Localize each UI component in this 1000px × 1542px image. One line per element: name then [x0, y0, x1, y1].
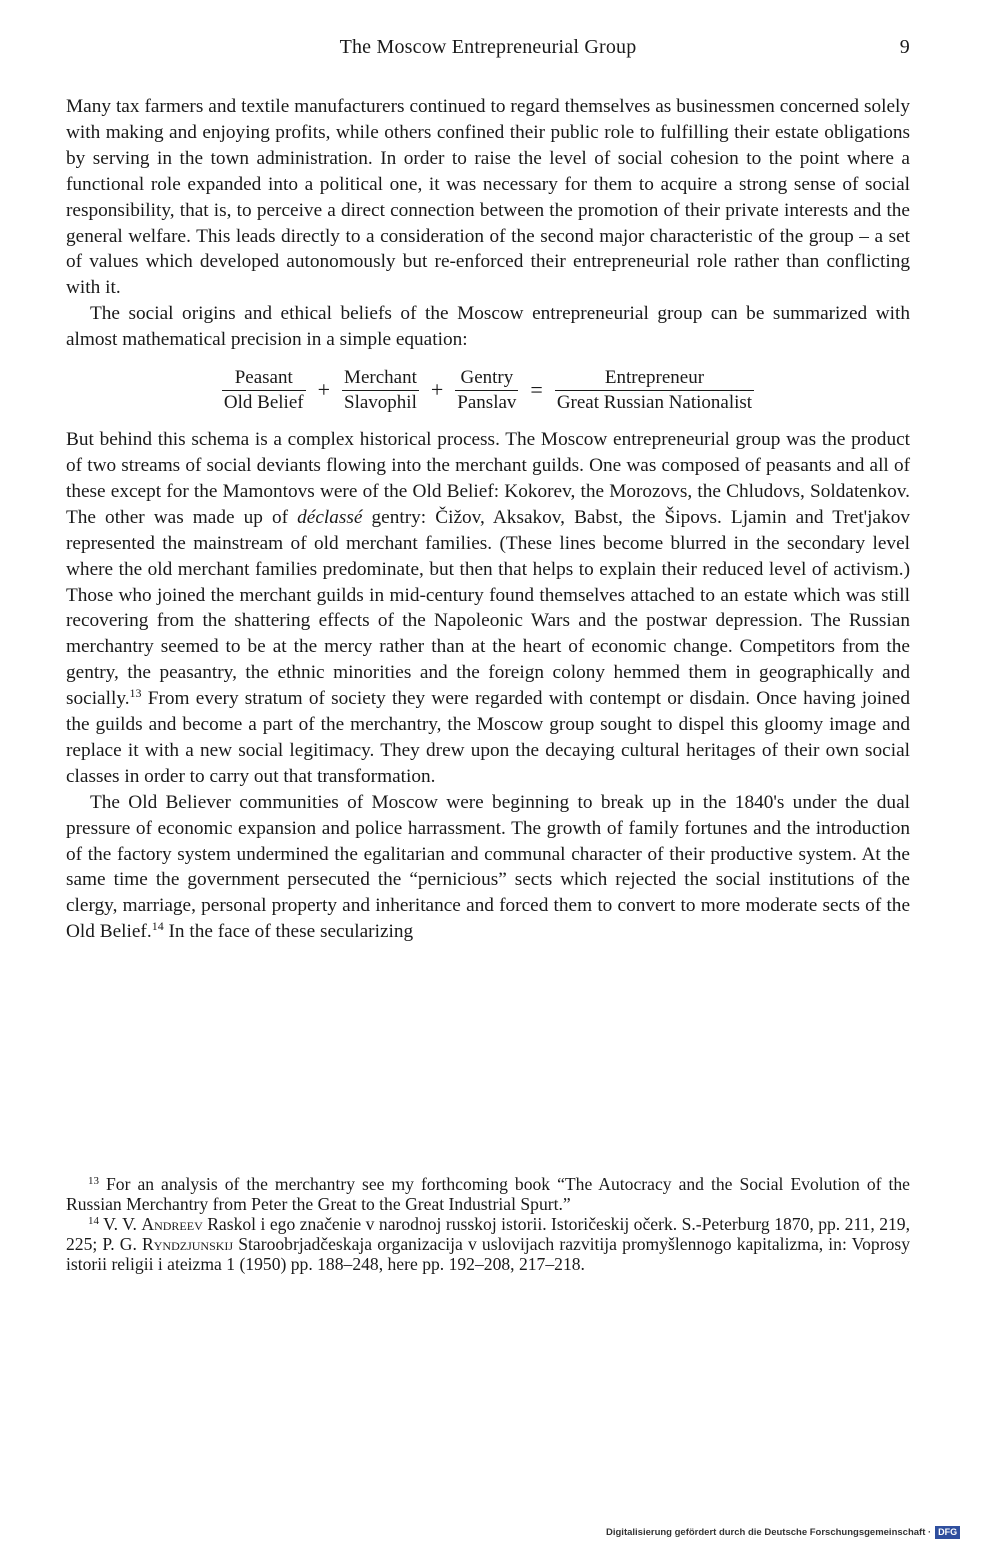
- footnote-number: 13: [88, 1175, 99, 1187]
- footnote-13: $^{13}$ For an analysis of the merchantry see my forthcoming book “The Autocracy and the Social Evolution of the Russian Merchantry from Peter the Great to the Great Industrial Spurt.”: [66, 1174, 910, 1214]
- plus-operator: +: [430, 377, 444, 403]
- paragraph-4: The Old Believer communities of Moscow were beginning to break up in the 1840's under the dual pressure of economic expansion and police harrassment. The growth of family fortunes and the introduction of the factory system undermined the egalitarian and communal character of their productive system. At the same time the government persecuted the “pernicious” sects which rejected the social institutions of the clergy, marriage, personal property and inheritance and forced them to convert to more moderate sects of the Old Belief.$^{14}$ In the face of these secularizing: [66, 791, 910, 943]
- fraction-denominator: Slavophil: [344, 391, 417, 413]
- paragraph-3: But behind this schema is a complex historical process. The Moscow entrepreneurial group was the product of two streams of social deviants flowing into the merchant guilds. One was composed of peasants and all of these except for the Mamontovs were of the Old Belief: Kokorev, the Morozovs, the Chludovs, Soldatenkov. The other was made up of déclassé gentry: Čižov, Aksakov, Babst, the Šipovs. Ljamin and Tret'jakov represented the mainstream of old merchant families. (These lines become blurred in the secondary level where the old merchant families predominate, but then that helps to explain their reduced level of activism.) Those who joined the merchant guilds in mid-century found themselves attached to an estate which was still recovering from the shattering effects of the Napoleonic Wars and the postwar depression. The Russian merchantry seemed to be at the mercy rather than at the heart of economic change. Competitors from the gentry, the peasantry, the ethnic minorities and the foreign colony hemmed them in geographically and socially.$^{13}$ From every stratum of society they were regarded with contempt or disdain. Once having joined the guilds and become a part of the merchantry, the Moscow group sought to dispel this gloomy image and replace it with a new social legitimacy. They drew upon the decaying cultural heritages of their own social classes in order to carry out that transformation.: [66, 429, 910, 787]
- footnote-ref-14[interactable]: 14: [151, 919, 164, 934]
- plus-operator: +: [317, 377, 331, 403]
- fraction-merchant: [342, 367, 419, 414]
- paragraph-1: Many tax farmers and textile manufacturers continued to regard themselves as businessmen concerned solely with making and enjoying profits, while others confined their public role to fulfilling their estate obligations by serving in the town administration. In order to raise the level of social cohesion to the point where a functional role expanded into a political one, it was necessary for them to acquire a strong sense of social responsibility, that is, to perceive a direct connection between the promotion of their private interests and the general welfare. This leads directly to a consideration of the second major characteristic of the group – a set of values which developed autonomously but re-enforced their entrepreneurial role rather than conflicting with it.: [66, 96, 910, 299]
- footnotes: [66, 1174, 910, 1274]
- fraction-denominator: Old Belief: [223, 391, 304, 413]
- fraction-numerator: Merchant: [342, 367, 419, 391]
- body-text: [66, 94, 910, 945]
- dfg-logo-icon: DFG: [935, 1526, 960, 1539]
- page-header: [66, 36, 910, 66]
- footnote-number: 14: [88, 1215, 99, 1227]
- author-name: Ryndzjunskij: [142, 1234, 234, 1254]
- author-name: Andreev: [141, 1214, 203, 1234]
- fraction-entrepreneur: [555, 367, 754, 414]
- social-equation: [66, 362, 910, 418]
- paragraph-2: The social origins and ethical beliefs of the Moscow entrepreneurial group can be summarized with almost mathematical precision in a simple equation:: [66, 303, 910, 351]
- fraction-numerator: Peasant: [222, 367, 306, 391]
- page-number: 9: [899, 36, 910, 58]
- fraction-gentry: [455, 367, 518, 414]
- fraction-denominator: Panslav: [457, 391, 517, 413]
- italic-term: déclassé: [297, 506, 363, 528]
- fraction-peasant: [222, 367, 306, 414]
- running-title: The Moscow Entrepreneurial Group: [339, 36, 637, 58]
- equals-operator: =: [530, 377, 543, 403]
- fraction-numerator: Gentry: [455, 367, 518, 391]
- footnote-14: $^{14}$ V. V. Andreev Raskol i ego značenie v narodnoj russkoj istorii. Istoričeskij očerk. S.-Peterburg 1870, pp. 211, 219, 225; P. G. Ryndzjunskij Staroobrjadčeskaja organizacija v uslovijach razvitija promyšlennogo kapitalizma, in: Voprosy istorii religii i ateizma 1 (1950) pp. 188–248, here pp. 192–208, 217–218.: [66, 1214, 911, 1274]
- footnote-ref-13[interactable]: 13: [129, 686, 142, 701]
- digitization-credit: [606, 1525, 960, 1539]
- fraction-denominator: Great Russian Nationalist: [556, 391, 753, 413]
- fraction-numerator: Entrepreneur: [555, 367, 754, 391]
- digitization-text: Digitalisierung gefördert durch die Deutsche Forschungsgemeinschaft ·: [606, 1526, 932, 1538]
